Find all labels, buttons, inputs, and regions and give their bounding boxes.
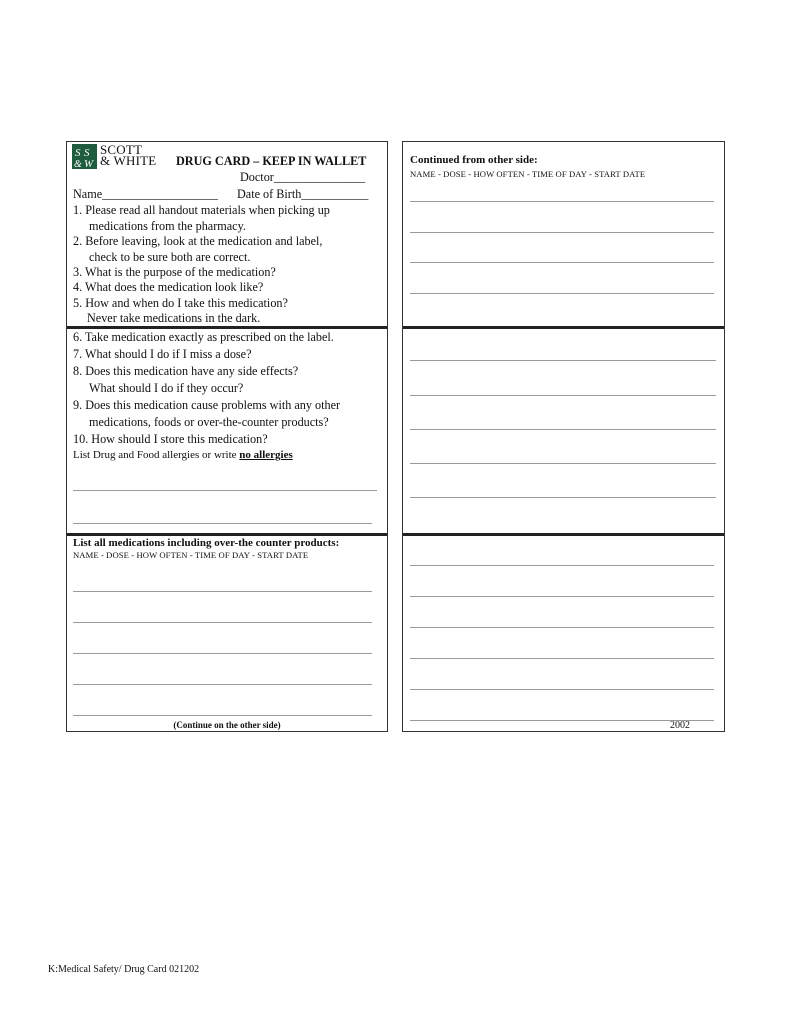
card-header-section bbox=[67, 142, 387, 327]
medication-entry-line bbox=[410, 689, 714, 690]
question-line: medications, foods or over-the-counter products? bbox=[89, 415, 329, 429]
medication-list-section bbox=[67, 536, 387, 732]
svg-text:S: S bbox=[75, 147, 81, 159]
drug-card-back bbox=[402, 141, 725, 732]
allergy-blank-line bbox=[73, 490, 377, 491]
allergy-blank-line bbox=[73, 523, 372, 524]
medication-entry-line bbox=[73, 622, 372, 623]
instruction-line: 2. Before leaving, look at the medication and label, bbox=[73, 234, 323, 248]
medication-entry-line bbox=[410, 293, 714, 294]
medication-entry-line bbox=[410, 720, 714, 721]
instruction-line: Never take medications in the dark. bbox=[87, 311, 261, 325]
patient-name-field: Name___________________ bbox=[73, 187, 218, 201]
brand-name-line2: & WHITE bbox=[100, 153, 157, 168]
date-of-birth-field: Date of Birth___________ bbox=[237, 187, 369, 201]
medication-entry-line bbox=[410, 627, 714, 628]
medication-entry-line bbox=[410, 232, 714, 233]
continued-columns: NAME - DOSE - HOW OFTEN - TIME OF DAY - START DATE bbox=[410, 169, 646, 179]
questions-section bbox=[67, 329, 387, 534]
medication-entry-line bbox=[73, 684, 372, 685]
scott-white-logo-icon bbox=[72, 144, 97, 169]
instruction-line: check to be sure both are correct. bbox=[89, 250, 251, 264]
card-title: DRUG CARD – KEEP IN WALLET bbox=[176, 154, 367, 168]
medication-entry-line bbox=[410, 395, 716, 396]
svg-text:S: S bbox=[84, 147, 90, 159]
continued-title: Continued from other side: bbox=[410, 154, 538, 166]
medication-entry-line bbox=[410, 596, 714, 597]
instruction-line: medications from the pharmacy. bbox=[89, 219, 246, 233]
drug-card-front bbox=[66, 141, 388, 732]
brand-name-line1: SCOTT bbox=[100, 142, 143, 157]
medication-entry-line bbox=[73, 653, 372, 654]
continue-note: (Continue on the other side) bbox=[173, 720, 281, 730]
question-line: 9. Does this medication cause problems with any other bbox=[73, 398, 341, 412]
medication-entry-line bbox=[410, 463, 716, 464]
medication-entry-line bbox=[73, 715, 372, 716]
medication-entry-line bbox=[410, 658, 714, 659]
svg-text:W: W bbox=[84, 158, 94, 169]
medication-entry-line bbox=[410, 565, 714, 566]
allergies-instruction bbox=[73, 449, 293, 462]
medication-list-title: List all medications including over-the counter products: bbox=[73, 537, 340, 549]
question-line: 10. How should I store this medication? bbox=[73, 432, 268, 446]
continued-section-middle bbox=[403, 329, 724, 534]
question-line: What should I do if they occur? bbox=[89, 381, 244, 395]
medication-entry-line bbox=[73, 591, 372, 592]
svg-text:&: & bbox=[74, 159, 82, 169]
question-line: 8. Does this medication have any side effects? bbox=[73, 364, 299, 378]
no-allergies-emphasis: no allergies bbox=[239, 449, 293, 461]
instruction-line: 4. What does the medication look like? bbox=[73, 280, 264, 294]
doctor-field: Doctor_______________ bbox=[240, 170, 366, 184]
instruction-line: 5. How and when do I take this medication? bbox=[73, 296, 288, 310]
medication-entry-line bbox=[410, 360, 716, 361]
medication-entry-line bbox=[410, 201, 714, 202]
medication-entry-line bbox=[410, 497, 716, 498]
allergies-prefix: List Drug and Food allergies or write bbox=[73, 449, 240, 461]
medication-entry-line bbox=[410, 262, 714, 263]
instruction-line: 3. What is the purpose of the medication? bbox=[73, 265, 276, 279]
question-line: 6. Take medication exactly as prescribed on the label. bbox=[73, 330, 334, 344]
continued-section-top bbox=[403, 142, 724, 327]
medication-entry-line bbox=[410, 429, 716, 430]
medication-list-columns: NAME - DOSE - HOW OFTEN - TIME OF DAY - START DATE bbox=[73, 550, 309, 560]
question-line: 7. What should I do if I miss a dose? bbox=[73, 347, 252, 361]
document-footer-path: K:Medical Safety/ Drug Card 021202 bbox=[48, 964, 200, 975]
form-year: 2002 bbox=[670, 720, 690, 731]
continued-section-bottom bbox=[403, 536, 724, 732]
instruction-line: 1. Please read all handout materials when picking up bbox=[73, 203, 330, 217]
